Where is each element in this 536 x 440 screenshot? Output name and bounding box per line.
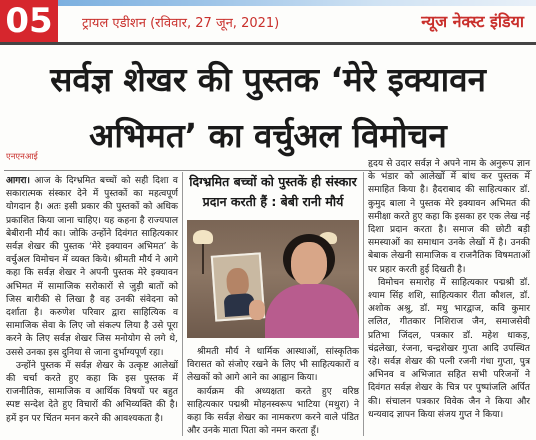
article-column-1 (6, 174, 178, 426)
paragraph-3: श्रीमती मौर्य ने धार्मिक आस्थाओं, सांस्कृतिक विरासत को संजोए रखने के लिए भी साहित्यकारों व लेखकों को आगे आने का आह्वान किया। (187, 347, 359, 384)
byline: एनएनआई (6, 152, 38, 162)
column-separator (363, 172, 364, 436)
edition-dateline: ट्रायल एडीशन (रविवार, 27 जून, 2021) (82, 16, 280, 31)
column-separator (182, 172, 183, 436)
headline-line-2: अभिमत’ का वर्चुअल विमोचन (89, 116, 447, 155)
page-number: 05 (0, 0, 58, 42)
top-decorative-strip (0, 0, 536, 6)
headline-line-1: सर्वज्ञ शेखर की पुस्तक ‘मेरे इक्यावन (50, 60, 486, 99)
pull-quote: दिग्भ्रमित बच्चों को पुस्तकें ही संस्कार प्रदान करती हैं : बेबी रानी मौर्य (189, 174, 357, 209)
paragraph-5: हृदय से उदार सर्वज्ञ ने अपने नाम के अनुरूप ज्ञान के भंडार को आलेखों में बांध कर पुस्तक में समाहित किया है। हैदराबाद की साहित्यकार डॉ. कुमुद बाला ने पुस्तक मेरे इक्यावन अभिमत की समीक्षा करते हुए कहा कि इसका हर एक लेख नई दिशा प्रदान करता है। समाज की छोटी बड़ी समस्याओं का समाधान उनके लेखों में है। उनकी बेबाक लेखनी सामाजिक व राजनैतिक विषमताओं पर प्रहार करती हुई दिखती है। (368, 159, 530, 275)
book-launch-photo (187, 220, 359, 338)
paragraph-1: आज के दिग्भ्रमित बच्चों को सही दिशा व सकारात्मक संस्कार देने में पुस्तकों का महत्वपूर्ण योगदान है। अतः इसी प्रकार की पुस्तकों को अधिक प्रकाशित किया जाना चाहिए। यह कहना है राज्यपाल बेबीरानी मौर्य का। जोकि उन्होंने दिवंगत साहित्यकार सर्वज्ञ शेखर की पुस्तक ‘मेरे इक्यावन अभिमत’ के वर्चुअल विमोचन में व्यक्त किये। श्रीमती मौर्य ने आगे कहा कि सर्वज्ञ शेखर ने अपनी पुस्तक मेरे इक्यावन अभिमत में सामाजिक सरोकारों से जुड़ी बातों को जिस बारीकी से लिखा है वह उनकी संवेदना को दर्शाता है। करुणेश परिवार द्वारा साहित्यिक व सामाजिक सेवा के लिए जो संकल्प लिया है उसे पूरा करने के लिए सर्वज्ञ शेखर जिस मनोयोग से लगे थे, उससे उनका इस दुनिया से जाना दुर्भाग्यपूर्ण रहा। (6, 176, 178, 358)
paragraph-2: उन्होंने पुस्तक में सर्वज्ञ शेखर के उत्कृष्ट आलेखों की चर्चा करते हुए कहा कि इस पुस्तक में राजनीतिक, सामाजिक व आर्थिक विषयों पर बहुत स्पष्ट सन्देश देते हुए विचारों की अभिव्यक्ति की है। हमें इन पर चिंतन मनन करने की आवश्यकता है। (6, 360, 178, 424)
article-column-2 (187, 346, 359, 438)
header-rule (0, 42, 536, 45)
dateline: आगरा। (6, 175, 30, 186)
newspaper-brand: न्यूज नेक्स्ट इंडिया (421, 12, 524, 31)
person-figure (291, 242, 327, 286)
article-headline (0, 52, 536, 164)
paragraph-6: विमोचन समारोह में साहित्यकार पद्मश्री डॉ. श्याम सिंह शशि, साहित्यकार रीता कौशल, डॉ. अशोक अश्रु, डॉ. मधु भारद्वाज, कवि कुमार ललित, गीतकार निशिराज जैन, समाजसेवी प्रतिभा जिंदल, पत्रकार डॉ. महेश धाकड़, चंद्रलेखा, रंजना, चन्द्रशेखर गुप्ता आदि उपस्थित रहे। सर्वज्ञ शेखर की पत्नी रजनी गंधा गुप्ता, पुत्र अभिनव व अभिजात सहित सभी परिजनों ने दिवंगत सर्वज्ञ शेखर के चित्र पर पुष्पांजलि अर्पित की। संचालन पत्रकार विवेक जैन ने किया और धन्यवाद ज्ञापन किया संजय गुप्त ने किया। (368, 277, 530, 420)
lamp-icon (193, 230, 213, 244)
paragraph-4: कार्यक्रम की अध्यक्षता करते हुए वरिष्ठ साहित्यकार पद्मश्री मोहनस्वरूप भाटिया (मथुरा) ने कहा कि सर्वज्ञ शेखर का नामकरण करने वाले पंडित और उनके माता पिता को नमन करता हूँ। (187, 386, 359, 437)
article-column-3 (368, 158, 530, 422)
